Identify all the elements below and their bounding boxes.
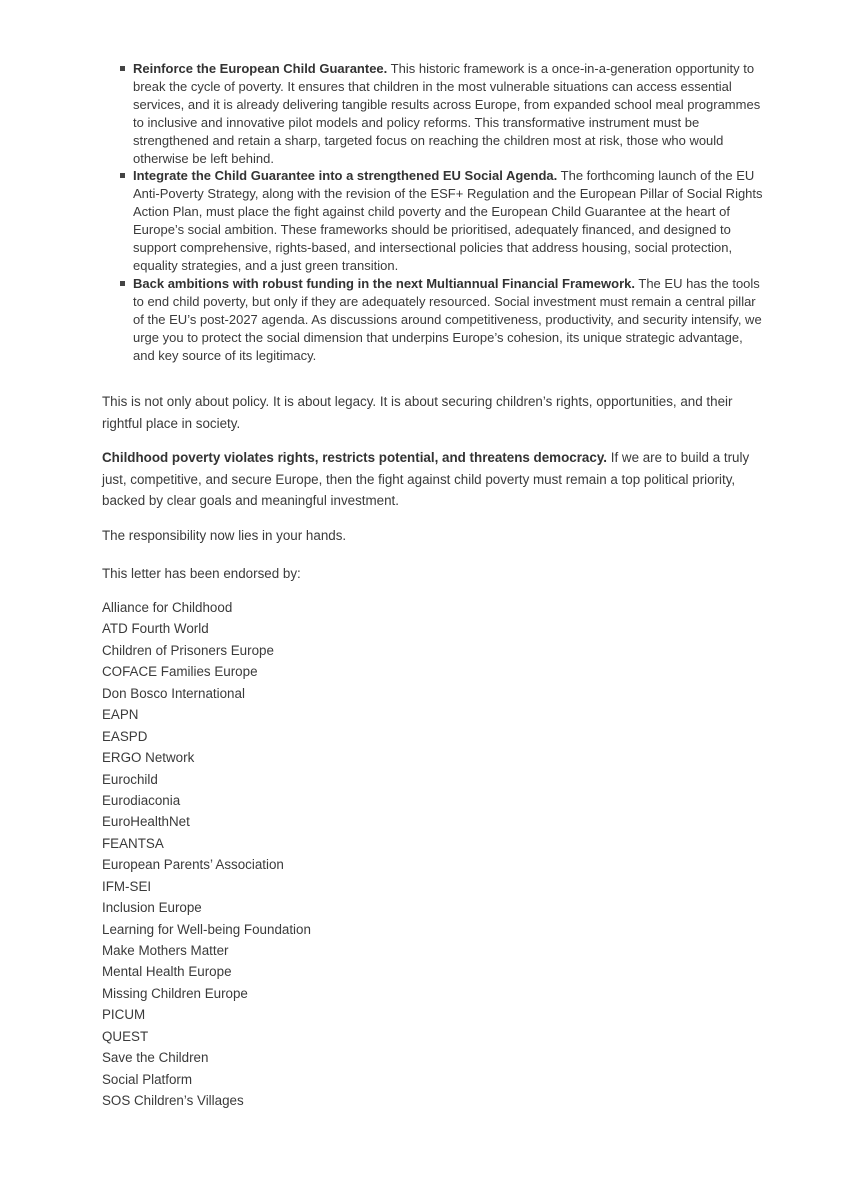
endorser-item: FEANTSA bbox=[102, 835, 164, 851]
endorser-item: Learning for Well-being Foundation bbox=[102, 921, 311, 937]
endorser-item: EuroHealthNet bbox=[102, 814, 190, 830]
square-bullet-icon bbox=[120, 281, 125, 286]
recommendation-item bbox=[133, 275, 763, 365]
endorser-item: EASPD bbox=[102, 728, 148, 744]
endorser-item: COFACE Families Europe bbox=[102, 664, 258, 680]
recommendation-text: This historic framework is a once-in-a-generation opportunity to break the cycle of poverty. It ensures that children in the most vulnerable situations can access essential services, and it is already delivering tangible results across Europe, from expanded school meal programmes to inclusive and innovative pilot models and policy reforms. This transformative instrument must be strengthened and retain a sharp, targeted focus on reaching the children most at risk, those who would otherwise be left behind. bbox=[133, 61, 761, 166]
recommendation-text: The EU has the tools to end child poverty, but only if they are adequately resourced. Social investment must remain a central pillar of the EU’s post-2027 agenda. As discussions around competitiveness, productivity, and security intensify, we urge you to protect the social dimension that underpins Europe’s cohesion, its unique strategic advantage, and key source of its legitimacy. bbox=[133, 275, 762, 363]
endorser-item: Eurodiaconia bbox=[102, 792, 181, 808]
recommendation-title: Integrate the Child Guarantee into a strengthened EU Social Agenda. bbox=[133, 168, 558, 184]
recommendation-item bbox=[133, 60, 763, 167]
endorser-item: Alliance for Childhood bbox=[102, 600, 233, 615]
responsibility-line: The responsibility now lies in your hands. bbox=[102, 528, 347, 543]
democracy-paragraph bbox=[102, 447, 767, 512]
recommendation-title: Back ambitions with robust funding in the next Multiannual Financial Framework. bbox=[133, 275, 635, 291]
endorser-item: QUEST bbox=[102, 1028, 149, 1044]
democracy-paragraph-bold: Childhood poverty violates rights, restricts potential, and threatens democracy. bbox=[102, 450, 607, 465]
endorser-item: Mental Health Europe bbox=[102, 964, 232, 980]
recommendation-item bbox=[133, 167, 763, 274]
endorser-item: Children of Prisoners Europe bbox=[102, 642, 274, 658]
square-bullet-icon bbox=[120, 66, 125, 71]
recommendation-title: Reinforce the European Child Guarantee. bbox=[133, 61, 388, 76]
legacy-paragraph: This is not only about policy. It is about legacy. It is about securing children’s rights, opportunities, and their rightful place in society. bbox=[102, 394, 733, 431]
endorser-item: Social Platform bbox=[102, 1071, 193, 1087]
endorser-item: Inclusion Europe bbox=[102, 900, 202, 916]
square-bullet-icon bbox=[120, 173, 125, 178]
recommendation-text: The forthcoming launch of the EU Anti-Poverty Strategy, along with the revision of the ESF+ Regulation and the European Pillar of Social Rights Action Plan, must place the fight against child poverty and the European Child Guarantee at the heart of Europe’s social ambition. These frameworks should be prioritised, adequately financed, and designed to support comprehensive, rights-based, and intersectional policies that address housing, social protection, equality strategies, and a just green transition. bbox=[133, 168, 763, 273]
democracy-paragraph-text: If we are to build a truly just, competitive, and secure Europe, then the fight against child poverty must remain a top political priority, backed by clear goals and meaningful investment. bbox=[102, 450, 750, 508]
endorser-item: ERGO Network bbox=[102, 750, 195, 766]
endorser-item: EAPN bbox=[102, 707, 139, 723]
endorser-item: SOS Children’s Villages bbox=[102, 1093, 244, 1109]
endorser-item: IFM-SEI bbox=[102, 878, 152, 894]
endorser-item: Missing Children Europe bbox=[102, 985, 248, 1001]
endorser-item: PICUM bbox=[102, 1007, 146, 1023]
endorser-item: ATD Fourth World bbox=[102, 621, 209, 637]
endorser-item: Save the Children bbox=[102, 1050, 209, 1066]
endorser-item: European Parents’ Association bbox=[102, 857, 284, 873]
endorsers-list bbox=[102, 597, 311, 1112]
recommendations-list bbox=[133, 60, 763, 364]
endorser-item: Make Mothers Matter bbox=[102, 943, 229, 958]
endorser-item: Eurochild bbox=[102, 771, 158, 787]
endorsed-intro: This letter has been endorsed by: bbox=[102, 566, 301, 581]
endorser-item: Don Bosco International bbox=[102, 685, 245, 701]
